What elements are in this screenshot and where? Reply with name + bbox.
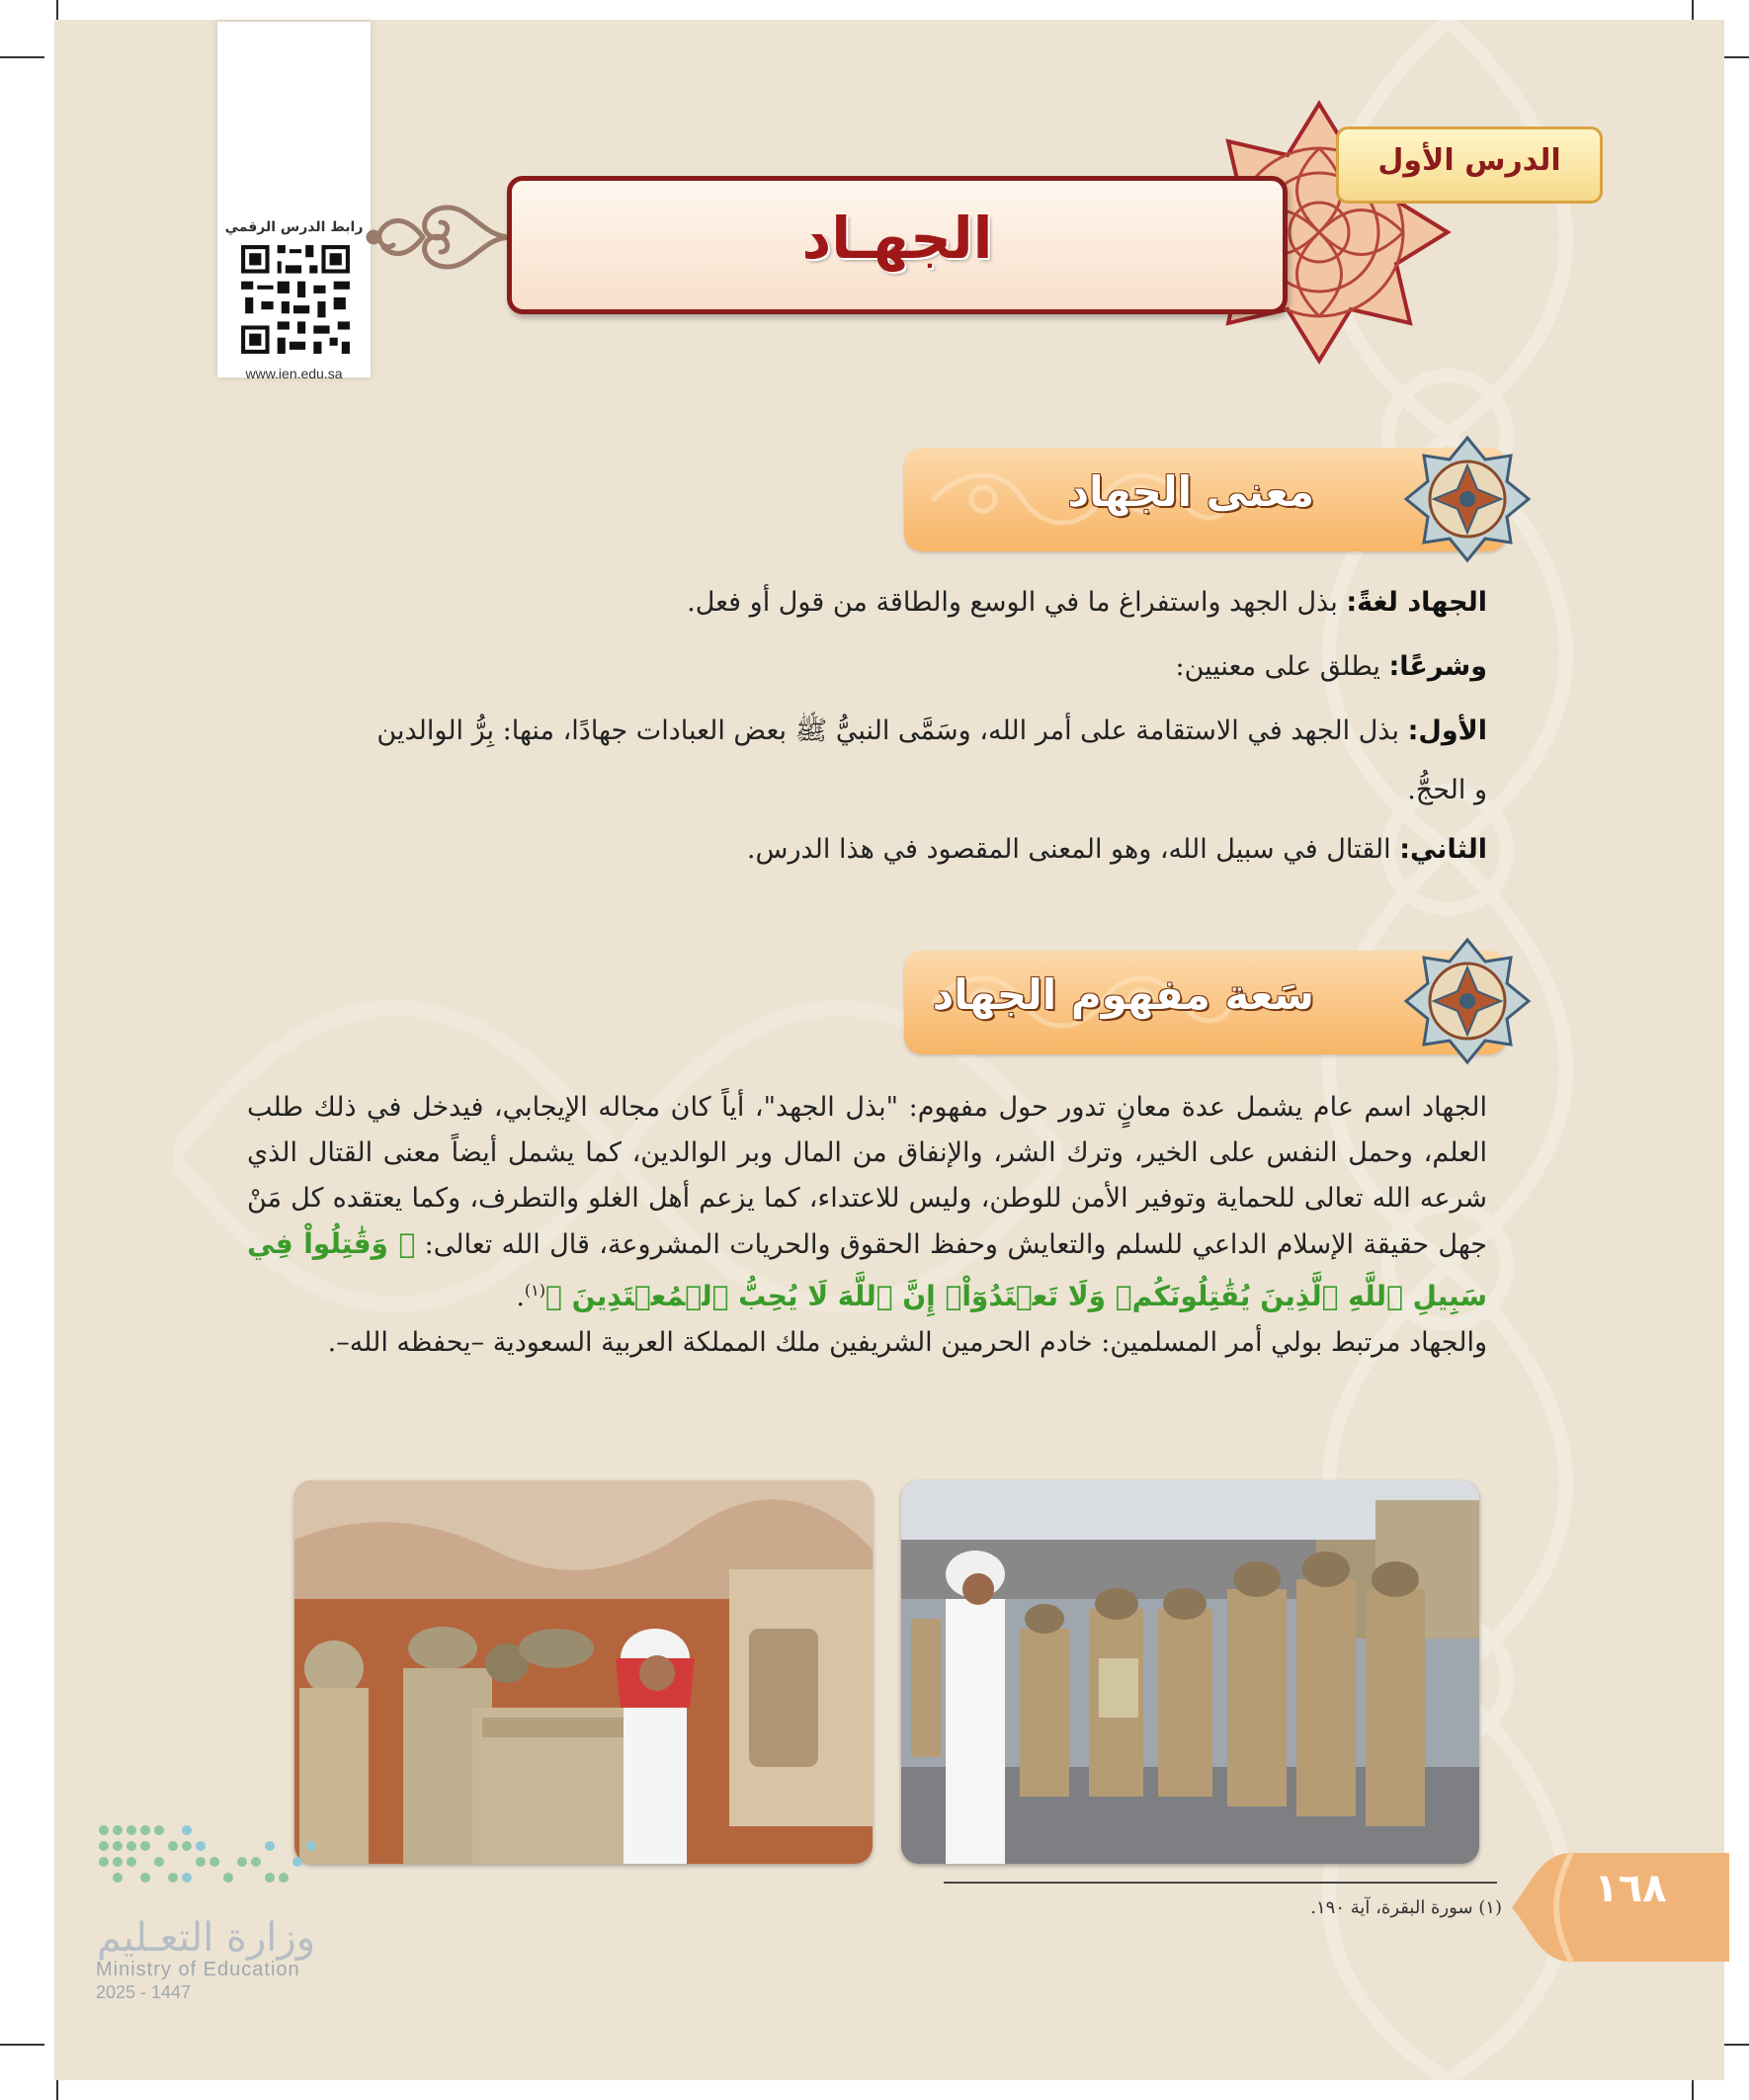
- definition-line: [232, 583, 1487, 623]
- definition-line: [232, 830, 1487, 870]
- definition-label: وشرعًا:: [1388, 651, 1487, 682]
- section-heading: سَعة مفهوم الجهاد: [932, 970, 1314, 1019]
- quran-verse: ﴿ وَقَٰتِلُواْ فِي سَبِيلِ ٱللَّهِ ٱلَّذِينَ يُقَٰتِلُونَكُمۡ وَلَا تَعۡتَدُوٓاْۚ إِنَّ ٱللَّهَ لَا يُحِبُّ ٱلۡمُعۡتَدِينَ ﴾: [247, 1227, 1487, 1312]
- definition-line: [232, 712, 1487, 751]
- photo-left-image: [294, 1480, 873, 1864]
- definition-text: بذل الجهد في الاستقامة على أمر الله، وسَمَّى النبيُّ ﷺ بعض العبادات جهادًا، منها: بِرُّ الوالدين: [376, 715, 1408, 746]
- qr-card[interactable]: [217, 22, 371, 381]
- photo-right: [901, 1480, 1479, 1864]
- footnote-ref[interactable]: (١): [524, 1281, 546, 1300]
- ministry-name-en: Ministry of Education: [96, 1959, 300, 1980]
- section-rosette-icon: [1403, 435, 1532, 563]
- definition-text: بذل الجهد واستفراغ ما في الوسع والطاقة من قول أو فعل.: [687, 587, 1347, 618]
- closing-text: والجهاد مرتبط بولي أمر المسلمين: خادم الحرمين الشريفين ملك المملكة العربية السعودية –يحفظه الله–.: [327, 1327, 1487, 1358]
- ministry-name-ar: وزارة التعـليم: [97, 1915, 316, 1961]
- scope-paragraph: الجهاد اسم عام يشمل عدة معانٍ تدور حول مفهوم: "بذل الجهد"، أياً كان مجاله الإيجابي، فيدخل في ذلك طلب العلم، وحمل النفس على الخير، وترك الشر، والإنفاق من المال وبر الوالدين، كما يشمل أيضاً معنى القتال الذي شرعه الله تعالى للحماية وتوفير الأمن للوطن، وليس للاعتداء، كما يزعم أهل الغلو والتطرف، وكما يعتقده كل مَنْ جهل حقيقة الإسلام الداعي للسلم والتعايش وحفظ الحقوق والحريات المشروعة، قال الله تعالى: ﴿ وَقَٰتِلُواْ فِي سَبِيلِ ٱللَّهِ ٱلَّذِينَ يُقَٰتِلُونَكُمۡ وَلَا تَعۡتَدُوٓاْۚ إِنَّ ٱللَّهَ لَا يُحِبُّ ٱلۡمُعۡتَدِينَ ﴾$^{(١)}$. والجهاد مرتبط بولي أمر المسلمين: خادم الحرمين الشريفين ملك المملكة العربية السعودية –يحفظه الله–.: [247, 1092, 1487, 1358]
- definition-label: الأول:: [1407, 715, 1487, 746]
- qr-url[interactable]: www.ien.edu.sa: [245, 366, 343, 381]
- page-number: ١٦٨: [1594, 1866, 1667, 1911]
- definition-label: الجهاد لغةً:: [1346, 587, 1487, 618]
- footnote-divider: [944, 1882, 1497, 1884]
- definition-line: [232, 647, 1487, 687]
- crop-mark: [0, 56, 44, 58]
- section-rosette-icon: [1403, 937, 1532, 1065]
- definition-text: و الحجُّ.: [1407, 775, 1487, 805]
- lesson-tag-text: الدرس الأول: [1377, 143, 1561, 178]
- title-box: [507, 176, 1288, 314]
- qr-code-icon[interactable]: [237, 241, 354, 358]
- lesson-tag: [1336, 126, 1603, 204]
- qr-label: رابط الدرس الرقمي: [224, 219, 364, 235]
- section-heading: معنى الجهاد: [1067, 467, 1314, 516]
- photo-left: [294, 1480, 873, 1864]
- photo-right-image: [901, 1480, 1479, 1864]
- scope-text: الجهاد اسم عام يشمل عدة معانٍ تدور حول مفهوم: "بذل الجهد"، أياً كان مجاله الإيجابي، فيدخل في ذلك طلب العلم، وحمل النفس على الخير، وترك الشر، والإنفاق من المال وبر الوالدين، كما يشمل أيضاً معنى القتال الذي شرعه الله تعالى للحماية وتوفير الأمن للوطن، وليس للاعتداء، كما يزعم أهل الغلو والتطرف، وكما يعتقده كل مَنْ جهل حقيقة الإسلام الداعي للسلم والتعايش وحفظ الحقوق والحريات المشروعة، قال الله تعالى:: [247, 1092, 1487, 1260]
- footnote: (١) سورة البقرة، آية ١٩٠.: [1310, 1897, 1502, 1918]
- definition-label: الثاني:: [1399, 834, 1487, 865]
- page-title: الجهـاد: [801, 205, 993, 272]
- ministry-year: 2025 - 1447: [96, 1982, 192, 2002]
- definition-text: يطلق على معنيين:: [1175, 651, 1389, 682]
- definition-text: القتال في سبيل الله، وهو المعنى المقصود في هذا الدرس.: [746, 834, 1400, 865]
- crop-mark: [0, 2044, 44, 2046]
- definition-line: [232, 771, 1487, 810]
- scroll-ornament-icon: [364, 178, 522, 296]
